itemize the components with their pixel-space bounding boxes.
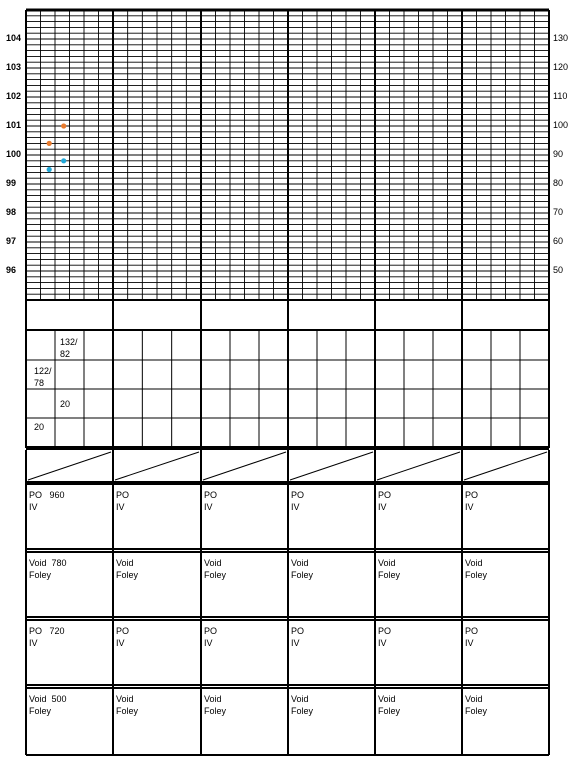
temp-axis-label: 103 <box>6 62 22 72</box>
temp-axis-label: 96 <box>6 265 17 275</box>
temp-axis-label: 101 <box>6 120 22 130</box>
intake-cell: PO IV <box>465 626 479 648</box>
pulse-point <box>47 167 52 172</box>
pulse-axis-label: 110 <box>553 91 568 101</box>
intake-cell: PO IV <box>116 626 130 648</box>
output-cell: Void Foley <box>465 694 488 716</box>
temp-axis-label: 102 <box>6 91 22 101</box>
diagonal-slash <box>377 452 460 480</box>
output-cell: Void Foley <box>204 694 227 716</box>
pulse-point <box>61 158 66 163</box>
temp-axis-label: 100 <box>6 149 22 159</box>
temp-axis-label: 104 <box>6 33 22 43</box>
diagonal-slash <box>290 452 373 480</box>
temp-point <box>61 123 66 128</box>
pulse-axis-label: 80 <box>553 178 564 188</box>
pulse-axis-label: 130 <box>553 33 569 43</box>
intake-cell: PO 720 IV <box>29 626 65 648</box>
output-cell: Void Foley <box>116 558 139 580</box>
pulse-axis-label: 100 <box>553 120 569 130</box>
diagonal-slash <box>28 452 111 480</box>
pulse-axis-label: 70 <box>553 207 564 217</box>
output-cell: Void Foley <box>465 558 488 580</box>
output-cell: Void 500 Foley <box>29 694 67 716</box>
diagonal-slash <box>203 452 286 480</box>
resp-reading-1: 20 <box>60 399 71 409</box>
output-cell: Void Foley <box>291 558 314 580</box>
temp-axis-label: 97 <box>6 236 17 246</box>
temp-axis-label: 98 <box>6 207 17 217</box>
bp-reading-1: 132/ 82 <box>60 337 78 359</box>
intake-cell: PO IV <box>291 626 305 648</box>
intake-cell: PO IV <box>378 626 392 648</box>
pulse-axis-label: 50 <box>553 265 564 275</box>
intake-cell: PO IV <box>378 490 392 512</box>
resp-reading-2: 20 <box>34 422 45 432</box>
intake-cell: PO IV <box>204 490 218 512</box>
temp-point <box>47 141 52 146</box>
diagonal-slash <box>464 452 547 480</box>
intake-cell: PO IV <box>204 626 218 648</box>
intake-cell: PO IV <box>116 490 130 512</box>
intake-cell: PO IV <box>291 490 305 512</box>
temp-axis-label: 99 <box>6 178 17 188</box>
intake-cell: PO 960 IV <box>29 490 65 512</box>
intake-cell: PO IV <box>465 490 479 512</box>
bp-reading-2: 122/ 78 <box>34 366 52 388</box>
output-cell: Void Foley <box>378 694 401 716</box>
diagonal-slash <box>115 452 199 480</box>
output-cell: Void Foley <box>116 694 139 716</box>
pulse-axis-label: 90 <box>553 149 564 159</box>
pulse-axis-label: 120 <box>553 62 569 72</box>
output-cell: Void Foley <box>204 558 227 580</box>
pulse-axis-label: 60 <box>553 236 564 246</box>
output-cell: Void Foley <box>378 558 401 580</box>
output-cell: Void Foley <box>291 694 314 716</box>
output-cell: Void 780 Foley <box>29 558 67 580</box>
